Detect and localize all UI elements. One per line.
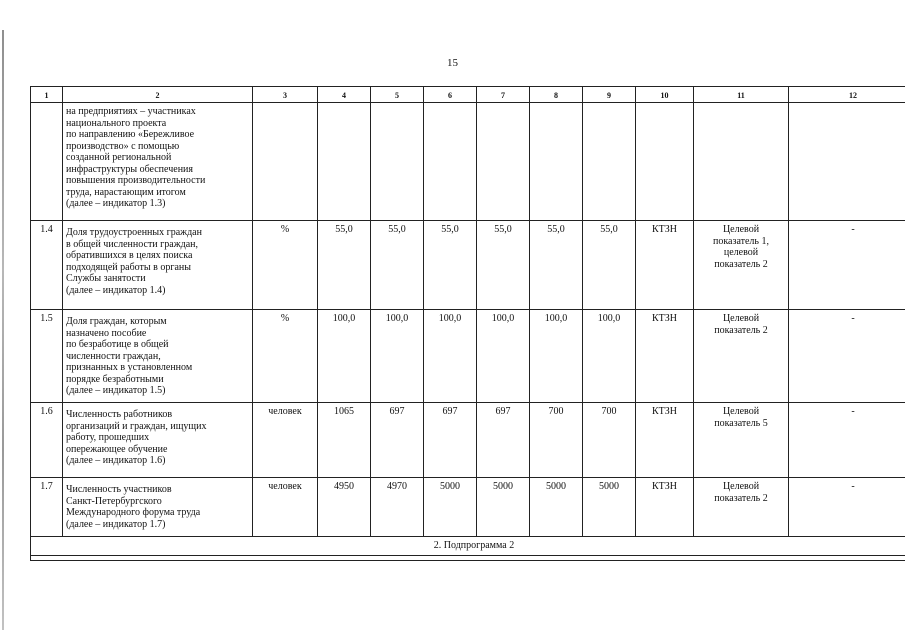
value-cell: 55,0: [583, 221, 636, 310]
target-cell: Целевой показатель 1, целевой показатель 2: [694, 221, 789, 310]
target-cell: Целевой показатель 2: [694, 310, 789, 403]
value-cell: 55,0: [530, 221, 583, 310]
executor-cell: [636, 103, 694, 221]
executor-cell: КТЗН: [636, 310, 694, 403]
column-header: 12: [789, 87, 905, 103]
value-cell: 700: [583, 403, 636, 478]
column-header: 9: [583, 87, 636, 103]
table-row: [31, 221, 905, 310]
value-cell: 100,0: [318, 310, 371, 403]
unit-cell: человек: [253, 403, 318, 478]
value-cell: 55,0: [371, 221, 424, 310]
value-cell: 100,0: [530, 310, 583, 403]
column-header: 6: [424, 87, 477, 103]
subprogram-title: 2. Подпрограмма 2: [31, 537, 905, 556]
column-number-header-row: [31, 87, 905, 103]
executor-cell: КТЗН: [636, 403, 694, 478]
value-cell: 100,0: [583, 310, 636, 403]
note-cell: -: [789, 403, 905, 478]
value-cell: 100,0: [477, 310, 530, 403]
column-header: 2: [63, 87, 253, 103]
column-header: 1: [31, 87, 63, 103]
value-cell: 100,0: [424, 310, 477, 403]
indicator-name: Численность участников Санкт-Петербургского Международного форума труда (далее – индикатор 1.7): [63, 478, 253, 537]
table-tail-row: [31, 556, 905, 561]
value-cell: 55,0: [424, 221, 477, 310]
table-row: [31, 478, 905, 537]
column-header: 7: [477, 87, 530, 103]
row-number: 1.5: [31, 310, 63, 403]
column-header: 11: [694, 87, 789, 103]
executor-cell: КТЗН: [636, 221, 694, 310]
page-edge-mark: [2, 30, 4, 630]
note-cell: -: [789, 478, 905, 537]
value-cell: 5000: [424, 478, 477, 537]
value-cell: 697: [424, 403, 477, 478]
value-cell: 100,0: [371, 310, 424, 403]
column-header: 4: [318, 87, 371, 103]
value-cell: 700: [530, 403, 583, 478]
value-cell: 55,0: [318, 221, 371, 310]
unit-cell: %: [253, 310, 318, 403]
row-number: 1.7: [31, 478, 63, 537]
executor-cell: КТЗН: [636, 478, 694, 537]
value-cell: 55,0: [477, 221, 530, 310]
row-number: 1.6: [31, 403, 63, 478]
value-cell: [530, 103, 583, 221]
value-cell: 5000: [477, 478, 530, 537]
unit-cell: [253, 103, 318, 221]
row-number: [31, 103, 63, 221]
subprogram-row: [31, 537, 905, 556]
unit-cell: %: [253, 221, 318, 310]
value-cell: 4970: [371, 478, 424, 537]
column-header: 8: [530, 87, 583, 103]
value-cell: [371, 103, 424, 221]
note-cell: -: [789, 221, 905, 310]
table-tail-cell: [31, 556, 905, 561]
value-cell: 1065: [318, 403, 371, 478]
value-cell: 4950: [318, 478, 371, 537]
page-number: 15: [447, 57, 458, 69]
target-cell: Целевой показатель 5: [694, 403, 789, 478]
indicator-name: Доля граждан, которым назначено пособие по безработице в общей численности граждан, признанных в установленном порядке безработными (далее – индикатор 1.5): [63, 310, 253, 403]
indicator-name: на предприятиях – участниках национального проекта по направлению «Бережливое производство» с помощью созданной региональной инфраструктуры обеспечения повышения производительности труда, нарастающим итогом (далее – индикатор 1.3): [63, 103, 253, 221]
indicator-name: Численность работников организаций и граждан, ищущих работу, прошедших опережающее обучение (далее – индикатор 1.6): [63, 403, 253, 478]
column-header: 3: [253, 87, 318, 103]
value-cell: [318, 103, 371, 221]
indicators-table: [30, 86, 905, 561]
value-cell: [583, 103, 636, 221]
value-cell: 697: [477, 403, 530, 478]
target-cell: Целевой показатель 2: [694, 478, 789, 537]
value-cell: 697: [371, 403, 424, 478]
value-cell: [424, 103, 477, 221]
unit-cell: человек: [253, 478, 318, 537]
row-number: 1.4: [31, 221, 63, 310]
table-row: [31, 310, 905, 403]
note-cell: -: [789, 310, 905, 403]
table-row: [31, 403, 905, 478]
target-cell: [694, 103, 789, 221]
table-row: [31, 103, 905, 221]
value-cell: [477, 103, 530, 221]
indicator-name: Доля трудоустроенных граждан в общей численности граждан, обратившихся в целях поиска подходящей работы в органы Службы занятости (далее – индикатор 1.4): [63, 221, 253, 310]
note-cell: [789, 103, 905, 221]
column-header: 10: [636, 87, 694, 103]
value-cell: 5000: [583, 478, 636, 537]
column-header: 5: [371, 87, 424, 103]
value-cell: 5000: [530, 478, 583, 537]
